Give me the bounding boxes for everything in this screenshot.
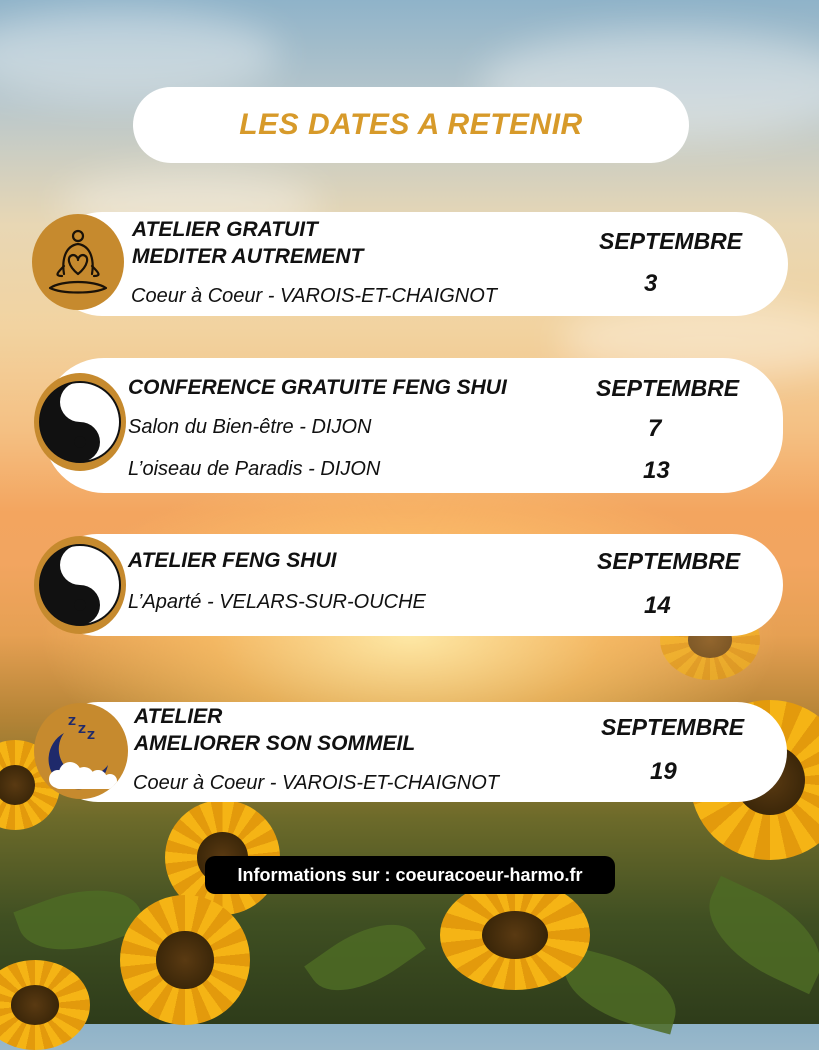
- event-title: AMELIORER SON SOMMEIL: [134, 732, 416, 755]
- event-title: CONFERENCE GRATUITE FENG SHUI: [128, 376, 507, 399]
- title-banner: [133, 87, 689, 163]
- event-location: L’Aparté - VELARS-SUR-OUCHE: [128, 591, 426, 613]
- event-day: 14: [644, 592, 671, 619]
- svg-text:Z: Z: [78, 723, 86, 736]
- event-card: [48, 702, 787, 802]
- leaf: [304, 903, 426, 1011]
- info-banner: [205, 856, 615, 894]
- moon-sleep-icon: [34, 703, 128, 799]
- meditation-heart-icon: [32, 214, 124, 310]
- event-day: 13: [643, 457, 670, 484]
- event-day: 7: [648, 415, 662, 442]
- event-month: SEPTEMBRE: [596, 375, 740, 401]
- sunflower: [0, 960, 90, 1050]
- event-title: ATELIER: [134, 705, 223, 728]
- yin-yang-icon: [34, 536, 126, 634]
- event-card: [50, 212, 788, 316]
- event-title: ATELIER FENG SHUI: [128, 549, 337, 572]
- event-card: [46, 534, 783, 636]
- event-month: SEPTEMBRE: [599, 228, 743, 254]
- event-title: ATELIER GRATUIT: [132, 218, 318, 241]
- svg-text:Z: Z: [68, 715, 76, 728]
- event-card: [44, 358, 783, 493]
- svg-text:Z: Z: [87, 729, 95, 742]
- event-month: SEPTEMBRE: [601, 714, 745, 740]
- event-location: L’oiseau de Paradis - DIJON: [128, 458, 381, 480]
- event-location: Salon du Bien-être - DIJON: [128, 416, 372, 438]
- sunflower: [120, 895, 250, 1025]
- sunflower: [440, 880, 590, 990]
- leaf: [691, 876, 819, 994]
- event-location: Coeur à Coeur - VAROIS-ET-CHAIGNOT: [133, 772, 500, 794]
- page-title: LES DATES A RETENIR: [239, 108, 583, 141]
- event-day: 19: [650, 758, 677, 785]
- event-day: 3: [644, 270, 658, 297]
- event-location: Coeur à Coeur - VAROIS-ET-CHAIGNOT: [131, 285, 498, 307]
- event-month: SEPTEMBRE: [597, 548, 741, 574]
- info-text: Informations sur : coeuracoeur-harmo.fr: [237, 864, 583, 885]
- event-title: MEDITER AUTREMENT: [132, 245, 364, 268]
- yin-yang-icon: [34, 373, 126, 471]
